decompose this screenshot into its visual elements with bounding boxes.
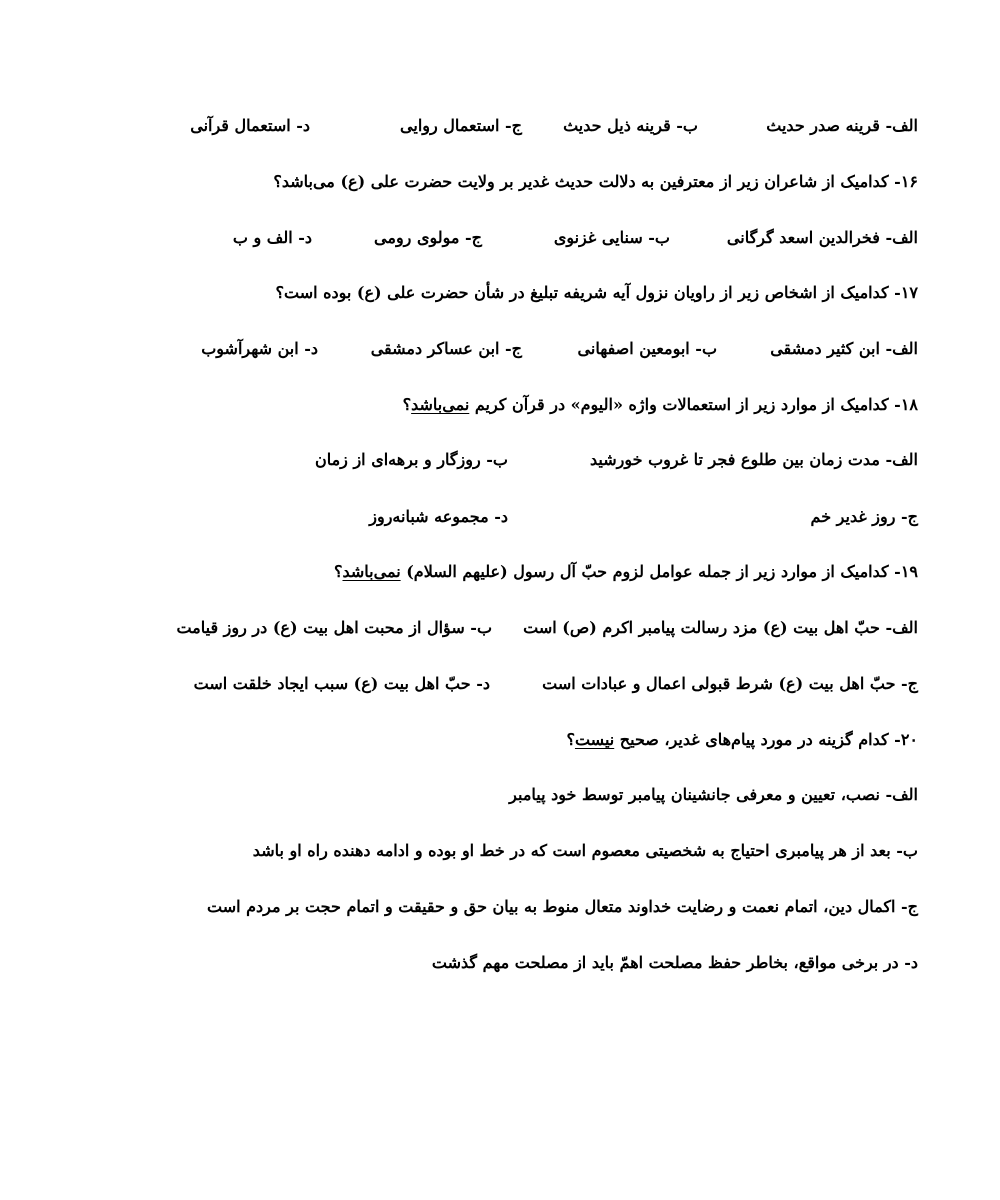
- q18-question-mark: ؟: [402, 395, 412, 414]
- q16-option-a: الف- فخرالدین اسعد گرگانی: [726, 228, 918, 247]
- q18-question-text: ۱۸- کدامیک از موارد زیر از استعمالات واژه «الیوم» در قرآن کریم: [469, 395, 918, 414]
- q16-question: ۱۶- کدامیک از شاعران زیر از معترفین به دلالت حدیث غدیر بر ولایت حضرت علی (ع) می‌باشد؟: [273, 172, 918, 191]
- q19-option-b: ب- سؤال از محبت اهل بیت (ع) در روز قیامت: [176, 618, 492, 637]
- q20-question-text: ۲۰- کدام گزینه در مورد پیام‌های غدیر، صحیح: [614, 730, 918, 749]
- q19-option-c: ج- حبّ اهل بیت (ع) شرط قبولی اعمال و عبادات است: [542, 674, 918, 693]
- q17-question: ۱۷- کدامیک از اشخاص زیر از راویان نزول آیه شریفه تبلیغ در شأن حضرت علی (ع) بوده است؟: [275, 283, 918, 302]
- q19-question: [40, 560, 918, 584]
- q18-question: [40, 393, 918, 417]
- q18-option-d: د- مجموعه شبانه‌روز: [369, 507, 508, 526]
- q19-option-a: الف- حبّ اهل بیت (ع) مزد رسالت پیامبر اکرم (ص) است: [523, 618, 918, 637]
- q20-option-d: د- در برخی مواقع، بخاطر حفظ مصلحت اهمّ باید از مصلحت مهم گذشت: [431, 953, 918, 972]
- q20-option-a: الف- نصب، تعیین و معرفی جانشینان پیامبر توسط خود پیامبر: [509, 785, 918, 804]
- q16-option-d: د- الف و ب: [232, 228, 312, 247]
- q20-option-b: ب- بعد از هر پیامبری احتیاج به شخصیتی معصوم است که در خط او بوده و ادامه دهنده راه او باشد: [252, 841, 918, 860]
- q19-question-mark: ؟: [333, 562, 343, 581]
- q18-question-emphasis: نمی‌باشد: [411, 395, 470, 414]
- q20-option-c: ج- اکمال دین، اتمام نعمت و رضایت خداوند متعال منوط به بیان حق و حقیقت و اتمام حجت بر مردم است: [206, 897, 918, 916]
- q17-option-d: د- ابن شهرآشوب: [201, 339, 318, 358]
- q17-option-c: ج- ابن عساکر دمشقی: [370, 339, 522, 358]
- q20-question: [40, 728, 918, 752]
- q20-question-mark: ؟: [566, 730, 575, 749]
- q15-option-b: ب- قرینه ذیل حدیث: [563, 116, 698, 135]
- q19-option-d: د- حبّ اهل بیت (ع) سبب ایجاد خلقت است: [193, 674, 490, 693]
- q15-option-a: الف- قرینه صدر حدیث: [766, 116, 918, 135]
- q15-option-d: د- استعمال قرآنی: [190, 116, 310, 135]
- q15-option-c: ج- استعمال روایی: [400, 116, 522, 135]
- q17-option-a: الف- ابن کثیر دمشقی: [770, 339, 918, 358]
- q19-question-text: ۱۹- کدامیک از موارد زیر از جمله عوامل لزوم حبّ آل رسول (علیهم السلام): [400, 562, 918, 581]
- q18-option-b: ب- روزگار و برهه‌ای از زمان: [314, 450, 508, 469]
- q18-option-a: الف- مدت زمان بین طلوع فجر تا غروب خورشید: [590, 450, 918, 469]
- q16-option-b: ب- سنایی غزنوی: [553, 228, 670, 247]
- q17-option-b: ب- ابومعین اصفهانی: [577, 339, 717, 358]
- q19-question-emphasis: نمی‌باشد: [342, 562, 401, 581]
- q16-option-c: ج- مولوی رومی: [374, 228, 482, 247]
- q20-question-emphasis: نیست: [574, 730, 615, 749]
- q18-option-c: ج- روز غدیر خم: [810, 507, 918, 526]
